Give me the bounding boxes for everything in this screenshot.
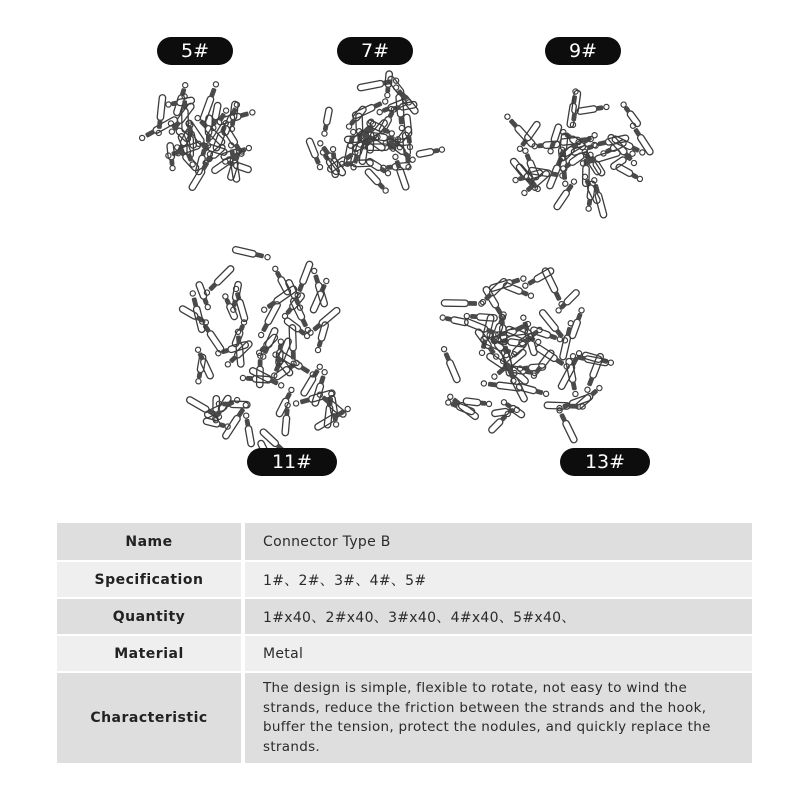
swivel-pile-size-9 [500,84,670,214]
snap-swivel [445,399,476,416]
snap-swivel [248,367,285,390]
row-label: Characteristic [90,710,208,726]
swivel-pile-size-13 [425,258,620,453]
table-row-quantity [57,599,752,634]
snap-swivel [282,402,291,436]
row-value: The design is simple, flexible to rotate, not easy to wind the strands, reduce the friction between the strands and the hook, buffer the tension, protect the nodules, and quickly replace the strands. [263,680,711,755]
row-label: Name [125,533,173,550]
size-badge-13: 13# [560,448,650,476]
row-value: Connector Type B [263,533,391,550]
snap-swivel [577,103,610,114]
row-label: Specification [94,571,204,588]
snap-swivel [440,346,461,384]
swivel-pile-size-5 [130,78,275,196]
size-badge-5: 5# [157,37,233,65]
row-value: Metal [263,645,304,662]
size-badge-7: 7# [337,37,413,65]
snap-swivel [198,318,225,354]
row-label: Material [114,645,184,662]
snap-swivel [464,313,497,322]
size-badge-11: 11# [247,448,337,476]
snap-swivel [243,413,255,448]
snap-swivel [446,393,479,421]
table-row-specification [57,562,752,597]
snap-swivel [203,417,231,430]
snap-swivel [194,346,214,380]
row-value: 1#x40、2#x40、3#x40、4#x40、5#x40、 [263,609,576,626]
snap-swivel [547,123,563,154]
table-row-name [57,523,752,560]
snap-swivel [357,77,399,91]
snap-swivel [416,146,445,158]
snap-swivel [553,178,578,211]
snap-swivel [321,107,333,137]
row-label: Quantity [112,608,186,625]
snap-swivel [556,407,579,444]
table-row-material [57,636,752,671]
size-badge-9: 9# [545,37,621,65]
snap-swivel [283,317,311,340]
snap-swivel [199,81,219,123]
snap-swivel [609,150,636,171]
snap-swivel [203,264,235,296]
table-row-characteristic [57,673,752,763]
snap-swivel [232,246,271,261]
snap-swivel [441,300,484,307]
snap-swivel [228,101,238,132]
row-value: 1#、2#、3#、4#、5# [263,572,427,589]
snap-swivel [568,307,585,340]
swivel-pile-size-7 [295,64,450,206]
swivel-pile-size-11 [170,232,365,477]
snap-swivel [294,260,314,298]
snap-swivel [503,113,536,149]
